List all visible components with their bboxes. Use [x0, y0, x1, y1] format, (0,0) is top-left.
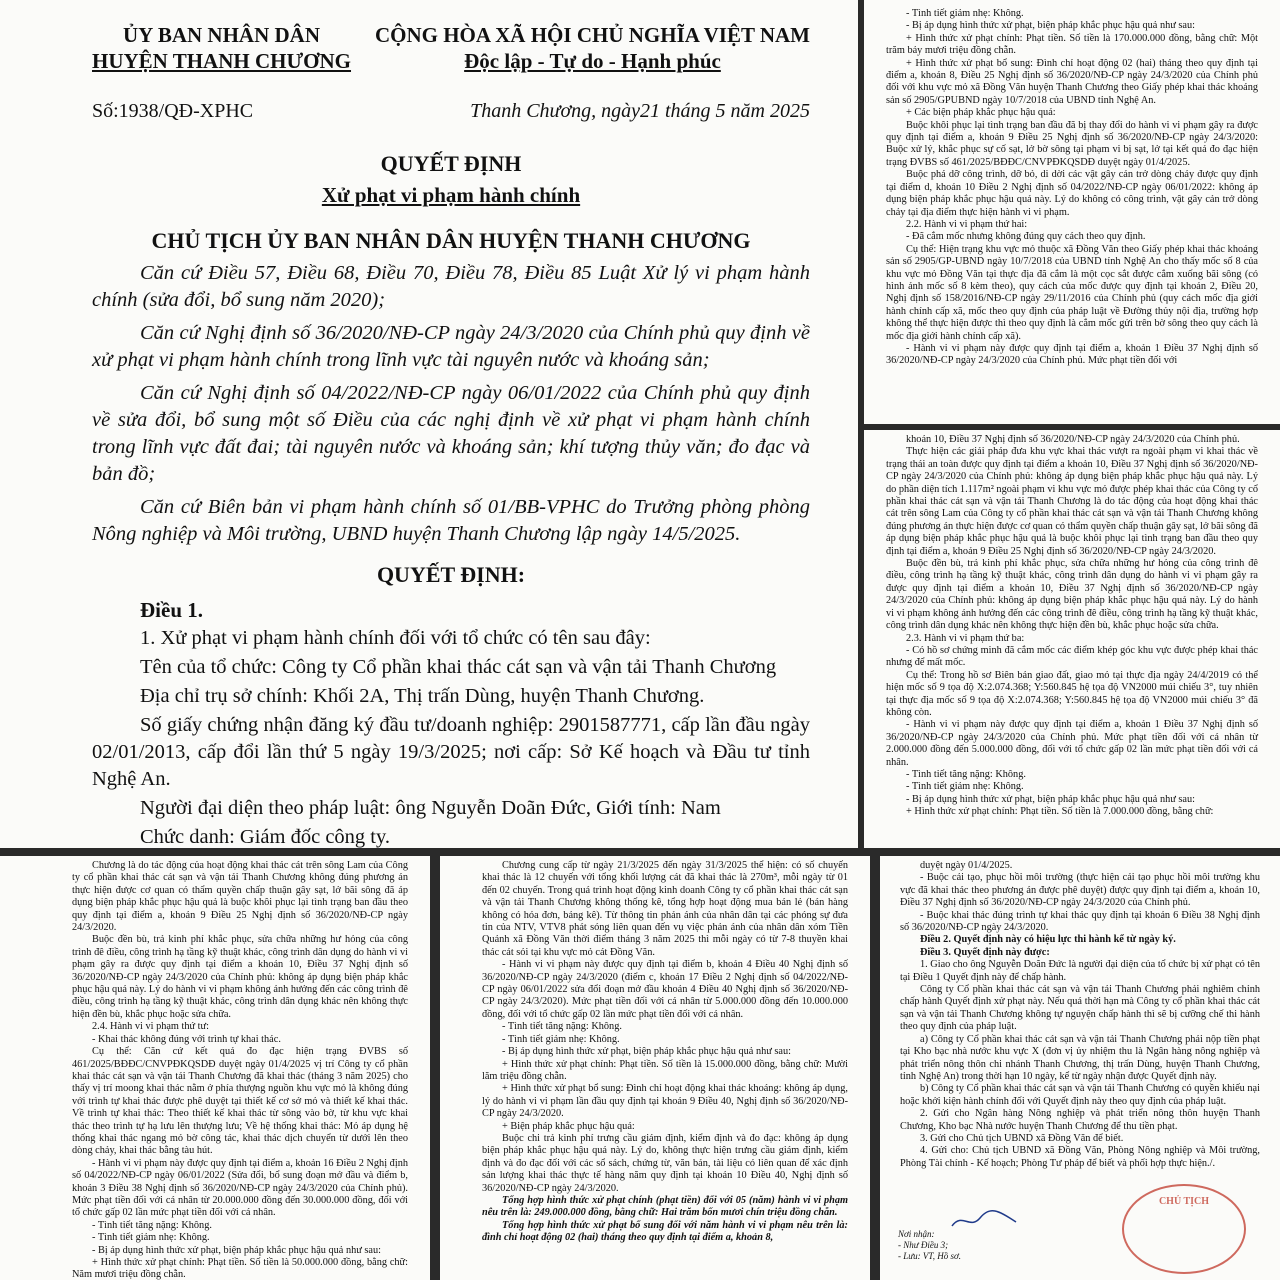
paragraph: 2.4. Hành vi vi phạm thứ tư: [92, 1021, 209, 1033]
paragraph: + Hình thức xử phạt chính: Phạt tiền. Số tiền là 7.000.000 đồng, bằng chữ: [906, 806, 1214, 818]
decision-heading: QUYẾT ĐỊNH: [376, 562, 526, 587]
document-subtitle: Xử phạt vi phạm hành chính [321, 183, 581, 207]
paragraph: - Tình tiết giảm nhẹ: Không. [906, 8, 1024, 19]
recipient-line: - Như Điều 3; [898, 1240, 949, 1250]
paragraph: - Tình tiết giảm nhẹ: Không. [92, 1232, 210, 1244]
paragraph: duyệt ngày 01/4/2025. [920, 860, 1013, 871]
paragraph: - Hành vi vi phạm này được quy định tại điểm a, khoản 1 Điều 37 Nghị định số 36/2020/NĐ-CP ngày 24/3/2020 của Chính phủ. Mức phạt tiền đối với [886, 342, 1258, 367]
paragraph: Buộc phá dỡ công trình, dỡ bỏ, di dời các vật gây cản trở dòng chảy được quy định tại điểm d, khoản 10 Điều 2 Nghị định số 04/2022/NĐ-CP ngày 06/01/2022: không áp dụng biện pháp khắc phục hậu quả này. Lý do không có công trình, vật gây cản trở dòng chảy tại địa điểm thực hiện hành vi vi phạm. [886, 169, 1258, 218]
signature-mark [950, 1208, 1020, 1232]
paragraph: Buộc chi trả kinh phí trưng cầu giám định, kiểm định và đo đạc: không áp dụng biện pháp khắc phục hậu quả này. Lý do, không thực hiện trưng cầu giám định, kiểm định và đo đạc đối với các sổ sách, chứng từ, văn bản, tài liệu có liên quan để xác định sản lượng khai thác thực tế hàng năm quy định tại khoản 10 Điều 40, Nghị định số 36/2020/NĐ-CP ngày 24/3/2020. [482, 1132, 848, 1194]
article-line: Người đại diện theo pháp luật: ông Nguyễn Doãn Đức, Giới tính: Nam [140, 797, 721, 819]
paragraph: Chương cung cấp từ ngày 21/3/2025 đến ngày 31/3/2025 thể hiện: có số chuyến khai thác là 12 chuyến với tổng khối lượng cát đã khai thác là 270m³, mỗi ngày từ 01 đến 02 chuyến. Trong quá trình hoạt động kinh doanh Công ty cổ phần khai thác cát sạn và vận tải Thanh Chương không thống kê, tổng hợp hoạt động mua bán lẻ (bán hàng không có hóa đơn, bảng kê). Từ thông tin phản ánh của nhân dân tại các phóng sự đưa tin của NTV, VTV8 phát sóng liên quan đến vụ việc phản ánh của nhân dân xóm Tiền Quảnh xã Đồng Văn thời điểm tháng 3 năm 2025 thì mỗi ngày có từ 7-8 thuyền khai thác cát sỏi tại khu vực mỏ cát Đồng Văn. [482, 860, 848, 958]
paragraph: - Khai thác không đúng với trình tự khai thác. [92, 1033, 281, 1045]
paragraph: a) Công ty Cổ phần khai thác cát sạn và vận tải Thanh Chương phải nộp tiền phạt tại Kho bạc nhà nước khu vực X (đơn vị ủy nhiệm thu là Ngân hàng nông nghiệp và phát triển nông thôn chi nhánh Thanh Chương, thị trấn Dùng, huyện Thanh Chương, tỉnh Nghệ An) trong thời hạn 10 ngày, kể từ ngày nhận được Quyết định này. [900, 1033, 1260, 1082]
paragraph: khoản 10, Điều 37 Nghị định số 36/2020/NĐ-CP ngày 24/3/2020 của Chính phủ. [906, 434, 1240, 445]
document-title: QUYẾT ĐỊNH [380, 151, 522, 176]
paragraph: - Bị áp dụng hình thức xử phạt, biện pháp khắc phục hậu quả như sau: [92, 1244, 381, 1256]
document-header [92, 22, 810, 74]
page-fragment-top-right [864, 0, 1280, 424]
paragraph: 3. Gửi cho Chủ tịch UBND xã Đồng Văn để biết. [920, 1132, 1124, 1144]
article-line: 1. Xử phạt vi phạm hành chính đối với tổ chức có tên sau đây: [140, 627, 651, 649]
penalty-summary: Tổng hợp hình thức xử phạt bổ sung đối với năm hành vi vi phạm nêu trên là: đình chỉ hoạt động 02 (hai) tháng theo quy định tại điểm a, khoản 8, [482, 1219, 848, 1244]
paragraph: Thực hiện các giải pháp đưa khu vực khai thác vượt ra ngoài phạm vi khai thác về trạng thái an toàn được quy định tại điểm a khoản 10, Điều 37 Nghị định số 36/2020/NĐ-CP ngày 24/3/2020 của Chính phủ: không áp dụng biện pháp khắc phục hậu quả này. Lý do phần diện tích 1.117m² ngoài phạm vi khu vực mỏ được phép khai thác của Công ty cổ phần khai thác cát sạn và vận tải Thanh Chương là do tác động của hoạt động khai thác cát trên sông Lam của Công ty cổ phần khai thác cát sạn và vận tải Thanh Chương không đúng phương án thực hiện được cơ quan có thẩm quyền chấp thuận gây sạt, lở bãi sông đã áp dụng biện pháp khắc phục hậu quả là buộc khôi phục lại tình trạng ban đầu theo quy định tại điểm a, khoản 9 Điều 25 Nghị định số 36/2020/NĐ-CP ngày 24/3/2020. [886, 446, 1258, 557]
legal-basis: Căn cứ Nghị định số 36/2020/NĐ-CP ngày 24/3/2020 của Chính phủ quy định về xử phạt vi phạm hành chính trong lĩnh vực tài nguyên nước và khoáng sản; [92, 322, 810, 371]
page-fragment-middle-right [864, 430, 1280, 848]
issuer-line-2: HUYỆN THANH CHƯƠNG [92, 49, 352, 73]
paragraph: + Hình thức xử phạt chính: Phạt tiền. Số tiền là 50.000.000 đồng, bằng chữ: Năm mươi triệu đồng chẵn. [72, 1257, 408, 1280]
document-number: Số:1938/QĐ-XPHC [92, 100, 254, 122]
paragraph: 4. Gửi cho: Chủ tịch UBND xã Đồng Văn, Phòng Nông nghiệp và Môi trường, Phòng Tài chính - Kế hoạch; Phòng Tư pháp để biết và phối hợp thực hiện./. [900, 1145, 1260, 1169]
article-line: Địa chỉ trụ sở chính: Khối 2A, Thị trấn Dùng, huyện Thanh Chương. [140, 685, 705, 707]
paragraph: - Hành vi vi phạm này được quy định tại điểm a, khoản 1 Điều 37 Nghị định số 36/2020/NĐ-CP ngày 24/3/2020 của Chính phủ. Mức phạt tiền đối với cá nhân từ 2.000.000 đồng đến 5.000.000 đồng, đối với tổ chức gấp 02 lần mức phạt tiền đối với cá nhân. [886, 719, 1258, 768]
article-line: Chức danh: Giám đốc công ty. [140, 826, 391, 848]
paragraph: + Hình thức xử phạt chính: Phạt tiền. Số tiền là 170.000.000 đồng, bằng chữ: Một trăm bảy mươi triệu đồng chẵn. [886, 32, 1258, 57]
paragraph: - Hành vi vi phạm này được quy định tại điểm a, khoản 16 Điều 2 Nghị định số 04/2022/NĐ-CP ngày 06/01/2022 (Sửa đổi, bổ sung đoạn mở đầu và điểm b, khoản 3 Điều 38 Nghị định số 36/2020/NĐ-CP ngày 24/3/2020 của Chính phủ). Mức phạt tiền đối với cá nhân từ 20.000.000 đồng đến 30.000.000 đồng, đối với tổ chức gấp 02 lần mức phạt tiền đối với cá nhân. [72, 1157, 408, 1219]
issuer-line-1: ỦY BAN NHÂN DÂN [123, 23, 320, 47]
paragraph: - Bị áp dụng hình thức xử phạt, biện pháp khắc phục hậu quả như sau: [906, 20, 1195, 32]
issuer-block [92, 22, 351, 74]
paragraph: - Tình tiết giảm nhẹ: Không. [502, 1033, 620, 1045]
paragraph: + Hình thức xử phạt chính: Phạt tiền. Số tiền là 15.000.000 đồng, bằng chữ: Mười lăm triệu đồng chẵn. [482, 1058, 848, 1082]
page-fragment-bottom-left [0, 856, 430, 1280]
paragraph: Chương là do tác động của hoạt động khai thác cát trên sông Lam của Công ty cổ phần khai thác cát sạn và vận tải Thanh Chương không đúng phương án thực hiện được cơ quan có thẩm quyền chấp thuận gây sạt, lở bãi sông đã áp dụng biện pháp khắc phục hậu quả là buộc khôi phục lại tình trạng ban đầu theo quy định tại điểm a, khoản 9 Điều 25 Nghị định số 36/2020/NĐ-CP ngày 24/3/2020. [72, 860, 408, 934]
paragraph: - Buộc khai thác đúng trình tự khai thác quy định tại khoản 6 Điều 38 Nghị định số 36/2020/NĐ-CP ngày 24/3/2020. [900, 909, 1260, 934]
paragraph: - Đã cắm mốc nhưng không đúng quy cách theo quy định. [906, 231, 1146, 243]
paragraph: Buộc đền bù, trả kinh phí khắc phục, sửa chữa những hư hỏng của công trình đê điều, công trình hạ tầng kỹ thuật khác, công trình dân dụng do hành vi vi phạm gây ra được quy định tại điểm a khoản 10, Điều 37 Nghị định số 36/2020/NĐ-CP ngày 24/3/2020 của Chính phủ: không áp dụng biện pháp khắc phục hậu quả này. Lý do hành vi vi phạm không ảnh hưởng đến các công trình đê điều, công trình hạ tầng kỹ thuật khác, công trình dân dụng khác nên không thực hiện đền bù, khắc phục hoặc sửa chữa. [886, 558, 1258, 632]
paragraph: 2. Gửi cho Ngân hàng Nông nghiệp và phát triển nông thôn huyện Thanh Chương, Kho bạc Nhà nước huyện Thanh Chương để thu tiền phạt. [900, 1108, 1260, 1132]
main-page [0, 0, 858, 848]
document-meta [92, 100, 810, 123]
paragraph: 1. Giao cho ông Nguyễn Doãn Đức là người đại diện của tổ chức bị xử phạt có tên tại Điều 1 Quyết định này để chấp hành. [900, 959, 1260, 983]
article-heading: Điều 2. Quyết định này có hiệu lực thi hành kể từ ngày ký. [920, 934, 1176, 946]
paragraph: - Hành vi vi phạm này được quy định tại điểm b, khoản 4 Điều 40 Nghị định số 36/2020/NĐ-CP ngày 24/3/2020 (điểm c, khoản 17 Điều 2 Nghị định số 04/2022/NĐ-CP ngày 06/01/2022 sửa đổi đoạn mở đầu khoản 4 Điều 40 Nghị định số 36/2020/NĐ-CP ngày 24/3/2020). Mức phạt tiền đối với cá nhân từ 5.000.000 đồng đến 10.000.000 đồng, đối với tổ chức gấp 02 lần mức phạt tiền đối với cá nhân. [482, 959, 848, 1020]
paragraph: + Hình thức xử phạt bổ sung: Đình chỉ hoạt động 02 (hai) tháng theo quy định tại điểm a, khoản 8, Điều 25 Nghị định số 36/2020/NĐ-CP ngày 24/3/2020 của Chính phủ đối với khu vực mỏ xã Đồng Văn huyện Thanh Chương theo Giấy phép khai thác khoáng sản số 2905/GPUBND ngày 10/7/2018 của UBND tỉnh Nghệ An. [886, 57, 1258, 106]
article-line: Số giấy chứng nhận đăng ký đầu tư/doanh nghiệp: 2901587771, cấp lần đầu ngày 02/01/2013, cấp đổi lần thứ 5 ngày 19/3/2025; nơi cấp: Sở Kế hoạch và Đầu tư tỉnh Nghệ An. [92, 714, 810, 790]
penalty-summary: Tổng hợp hình thức xử phạt chính (phạt tiền) đối với 05 (năm) hành vi vi phạm nêu trên là: 249.000.000 đồng, bằng chữ: Hai trăm bốn mươi chín triệu đồng chẵn. [482, 1194, 848, 1219]
place-date: Thanh Chương, ngày21 tháng 5 năm 2025 [470, 100, 810, 122]
paragraph: + Hình thức xử phạt bổ sung: Đình chỉ hoạt động khai thác khoáng: không áp dụng, lý do hành vi vi phạm lần đầu quy định tại khoản 9 Điều 40, Nghị định số 36/2020/NĐ-CP ngày 24/3/2020. [482, 1083, 848, 1120]
issuing-authority: CHỦ TỊCH ỦY BAN NHÂN DÂN HUYỆN THANH CHƯƠNG [151, 228, 751, 253]
country-name: CỘNG HÒA XÃ HỘI CHỦ NGHĨA VIỆT NAM [374, 23, 810, 47]
page-fragment-bottom-middle [440, 856, 870, 1280]
paragraph: + Các biện pháp khắc phục hậu quả: [906, 107, 1056, 119]
paragraph: Buộc khôi phục lại tình trạng ban đầu đã bị thay đổi do hành vi vi phạm gây ra được quy định tại điểm a, khoản 9 Điều 25 Nghị định số 36/2020/NĐ-CP ngày 24/3/2020: Buộc xử lý, khắc phục sự cố sạt, lở bờ sông tại phạm vi bị sạt, lở tại kết quả đo đạc hiện trạng ĐVBS số 461/2025/BĐĐC/CNVPĐKQSDĐ duyệt ngày 01/4/2025. [886, 119, 1258, 168]
paragraph: 2.3. Hành vi vi phạm thứ ba: [906, 632, 1025, 644]
paragraph: - Tình tiết giảm nhẹ: Không. [906, 781, 1024, 793]
stamp-label: CHỦ TỊCH [1158, 1196, 1210, 1207]
recipients-block [898, 1229, 961, 1262]
article-heading: Điều 1. [140, 598, 203, 622]
official-stamp [1122, 1184, 1246, 1274]
paragraph: - Bị áp dụng hình thức xử phạt, biện pháp khắc phục hậu quả như sau: [502, 1046, 791, 1058]
paragraph: - Tình tiết tăng nặng: Không. [906, 768, 1026, 780]
article-heading: Điều 3. Quyết định này được: [920, 946, 1050, 958]
paragraph: + Biện pháp khắc phục hậu quả: [502, 1120, 635, 1132]
legal-basis: Căn cứ Biên bản vi phạm hành chính số 01/BB-VPHC do Trưởng phòng phòng Nông nghiệp và Môi trường, UBND huyện Thanh Chương lập ngày 14/5/2025. [92, 496, 810, 545]
paragraph: - Tình tiết tăng nặng: Không. [92, 1219, 212, 1231]
recipients-label: Nơi nhận: [898, 1229, 935, 1239]
motto: Độc lập - Tự do - Hạnh phúc [464, 49, 721, 73]
paragraph: - Buộc cải tạo, phục hồi môi trường (thực hiện cải tạo phục hồi môi trường khu vực đã khai thác theo phương án được phê duyệt) được quy định tại điểm a, khoản 10, Điều 37 Nghị định số 36/2020/NĐ-CP ngày 24/3/2020 của Chính phủ. [900, 872, 1260, 909]
paragraph: Công ty Cổ phần khai thác cát sạn và vận tải Thanh Chương phải nghiêm chỉnh chấp hành Quyết định xử phạt này. Nếu quá thời hạn mà Công ty cổ phần khai thác cát sạn và vận tải Thanh Chương không tự nguyện chấp hành thì sẽ bị cưỡng chế thi hành theo quy định của pháp luật. [900, 984, 1260, 1033]
paragraph: b) Công ty Cổ phần khai thác cát sạn và vận tải Thanh Chương có quyền khiếu nại hoặc khởi kiện hành chính đối với Quyết định này theo quy định của pháp luật. [900, 1083, 1260, 1107]
page-fragment-bottom-right [880, 856, 1280, 1280]
paragraph: - Tình tiết tăng nặng: Không. [502, 1021, 622, 1033]
paragraph: Cụ thể: Trong hồ sơ Biên bản giao đất, giao mỏ tại thực địa ngày 24/4/2019 có thể hiện mốc số 9 tọa độ X:2.074.368; Y:560.845 hệ tọa độ VN2000 múi chiếu 3°, tuy nhiên tại thực địa mốc số 9 tọa độ X:2.074.368; Y:560.845 hệ tọa độ VN2000 múi chiếu 3° đã không còn. [886, 669, 1258, 718]
paragraph: Cụ thể: Hiện trạng khu vực mỏ thuộc xã Đồng Văn theo Giấy phép khai thác khoáng sản số 2905/GP-UBND ngày 10/7/2018 của UBND tỉnh Nghệ An cho thấy mốc số 8 của khu vực mỏ Đồng Văn tại thực địa đã cắm là một cọc sắt được cắm xuống bãi sông (có hình ảnh mốc số 8 kèm theo), quy cách của mốc được quy định tại khoản 2, Điều 20, Nghị định số 158/2016/NĐ-CP ngày 29/11/2016 của Chính phủ (quy cách mốc địa giới hành chính cấp xã, mốc theo quy định của pháp luật về Đường thủy nội địa, trường hợp không thể thực hiện được thì theo quy định là cắm mốc gửi trên bờ sông theo quy cách là mốc địa giới hành chính cấp xã). [886, 243, 1258, 342]
legal-basis: Căn cứ Điều 57, Điều 68, Điều 70, Điều 78, Điều 85 Luật Xử lý vi phạm hành chính (sửa đổi, bổ sung năm 2020); [92, 262, 810, 311]
national-motto [375, 22, 810, 74]
recipient-line: - Lưu: VT, Hồ sơ. [898, 1251, 962, 1261]
paragraph: 2.2. Hành vi vi phạm thứ hai: [906, 218, 1028, 230]
legal-basis: Căn cứ Nghị định số 04/2022/NĐ-CP ngày 06/01/2022 của Chính phủ quy định về sửa đổi, bổ sung một số Điều của các nghị định về xử phạt vi phạm hành chính trong lĩnh vực đất đai; tài nguyên nước và khoáng sản; khí tượng thủy văn; đo đạc và bản đồ; [92, 382, 810, 485]
paragraph: - Có hồ sơ chứng minh đã cắm mốc các điểm khép góc khu vực được phép khai thác nhưng để mất mốc. [886, 644, 1258, 669]
paragraph: Cụ thể: Căn cứ kết quả đo đạc hiện trạng ĐVBS số 461/2025/BĐĐC/CNVPĐKQSDĐ duyệt ngày 01/4/2025 vị trí Công ty cổ phần khai thác cát sạn và vận tải Thanh Chương đã khai thác (tháng 3 năm 2025) cho thấy vị trí moong khai thác nằm ở phía thượng nguồn khu vực mỏ là không đúng với trình tự khai thác được phê duyệt tại thiết kế cơ sở mỏ và thiết kế khai thác. Về trình tự khai thác: Theo thiết kế khai thác từ sông vào bờ, từ khu vực khai thác theo trình tự hạ lưu lên thượng lưu; Về hệ thống khai thác: Mỏ áp dụng hệ thống khai thác ngang mỏ bờ công tác, khai thác dịch chuyển từ dưới lên theo dòng chảy, khai thác bằng tàu hút. [72, 1046, 408, 1157]
article-line: Tên của tổ chức: Công ty Cổ phần khai thác cát sạn và vận tải Thanh Chương [140, 656, 777, 678]
paragraph: - Bị áp dụng hình thức xử phạt, biện pháp khắc phục hậu quả như sau: [906, 793, 1195, 805]
paragraph: Buộc đền bù, trả kinh phí khắc phục, sửa chữa những hư hỏng của công trình đê điều, công trình hạ tầng kỹ thuật khác, công trình dân dụng do hành vi vi phạm gây ra được quy định tại điểm a khoản 10, Điều 37 Nghị định số 36/2020/NĐ-CP ngày 24/3/2020 của Chính phủ: không áp dụng biện pháp khắc phục hậu quả này. Lý do hành vi vi phạm không ảnh hưởng đến các công trình đê điều, công trình hạ tầng kỹ thuật khác, công trình dân dụng khác nên không thực hiện đền bù, khắc phục hoặc sửa chữa. [72, 934, 408, 1020]
